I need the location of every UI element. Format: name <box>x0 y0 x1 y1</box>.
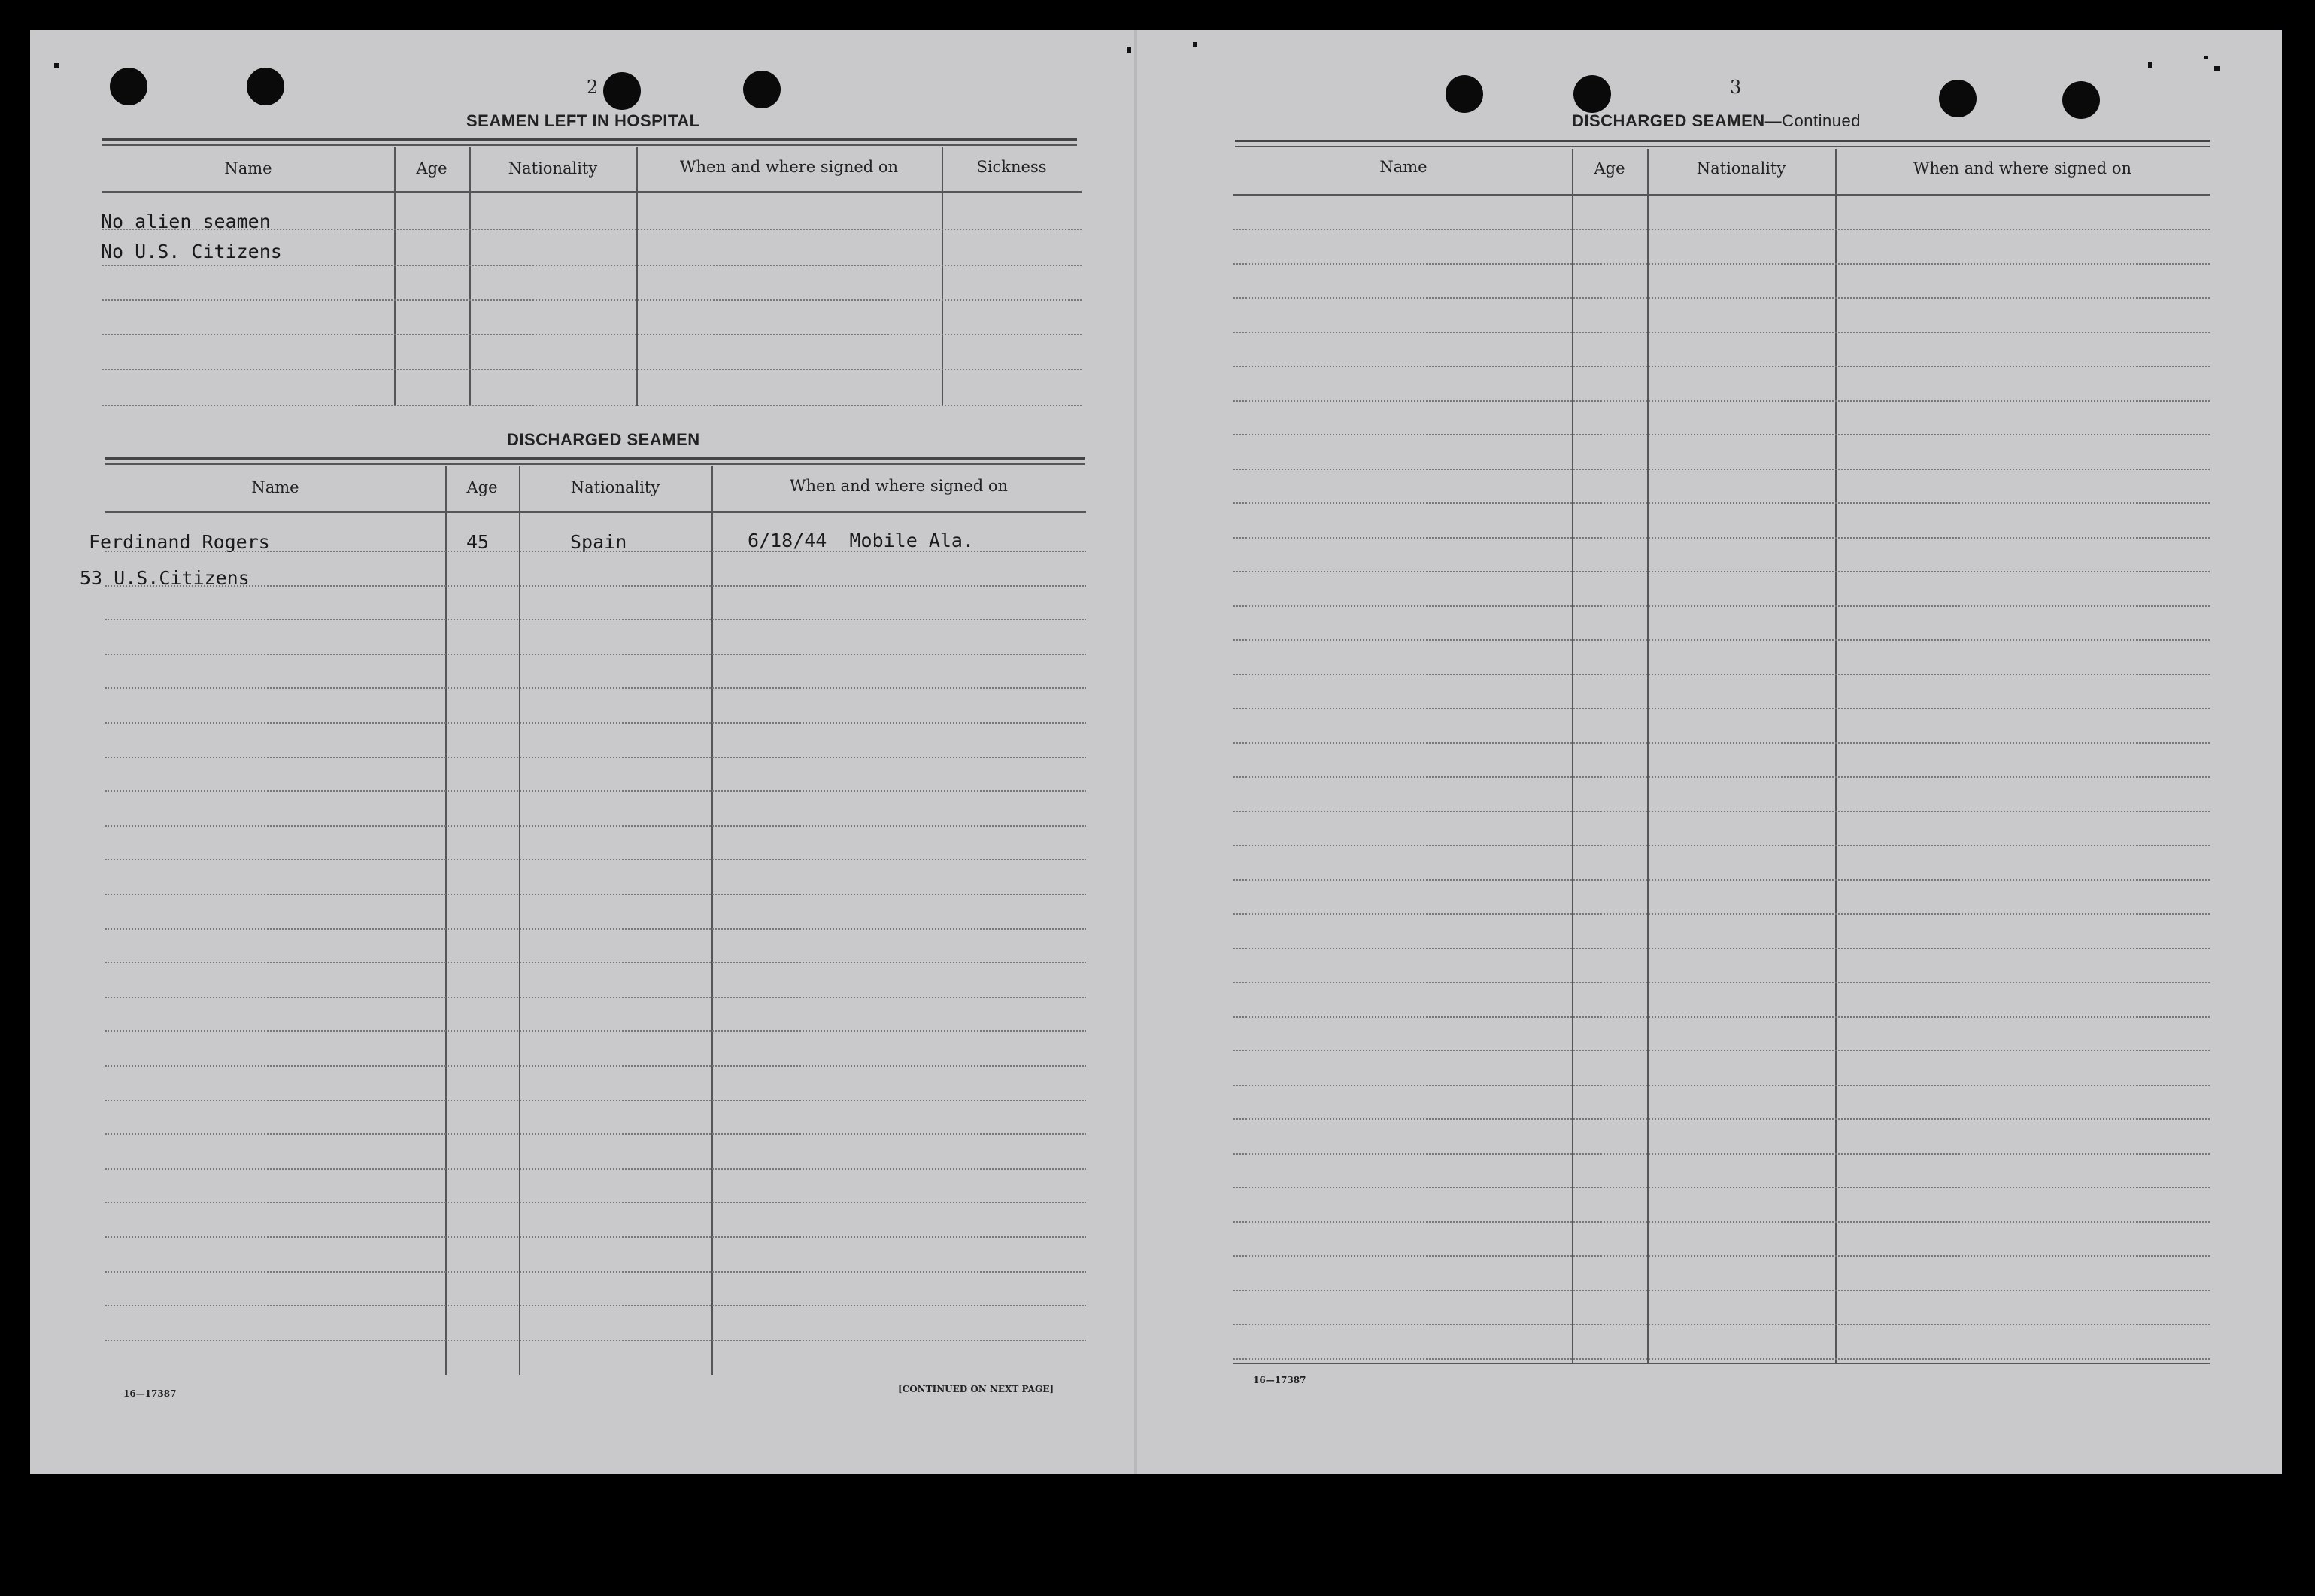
row-line <box>105 894 1086 895</box>
seaman-name: Ferdinand Rogers <box>89 531 270 553</box>
row-line <box>1233 742 2210 744</box>
header-bottom-rule <box>102 191 1082 193</box>
header-bottom-rule <box>1233 194 2210 196</box>
row-line <box>1233 948 2210 949</box>
column-header-name: Name <box>1379 158 1428 176</box>
page-number: 3 <box>1730 77 1742 98</box>
hospital-entry: No U.S. Citizens <box>101 241 282 262</box>
row-line <box>1233 913 2210 915</box>
binder-hole <box>1446 75 1483 113</box>
row-line <box>1233 605 2210 607</box>
discharged-note: 53 U.S.Citizens <box>80 567 250 589</box>
table-top-rule <box>102 138 1077 141</box>
row-line <box>105 1065 1086 1067</box>
scan-speck <box>54 63 59 68</box>
row-line <box>105 654 1086 655</box>
row-line <box>105 1168 1086 1170</box>
table-top-rule <box>1235 146 2210 147</box>
row-line <box>1233 982 2210 983</box>
row-line <box>1233 1358 2210 1360</box>
column-divider <box>469 147 471 406</box>
row-line <box>1233 263 2210 265</box>
scan-speck <box>2204 56 2208 59</box>
row-line <box>105 1271 1086 1273</box>
row-line <box>1233 708 2210 709</box>
row-line <box>1233 1290 2210 1291</box>
row-line <box>105 825 1086 827</box>
binder-hole <box>1939 80 1977 117</box>
row-line <box>105 962 1086 963</box>
form-number: 16—17387 <box>123 1388 177 1399</box>
scan-speck <box>2214 66 2220 71</box>
row-line <box>1233 434 2210 435</box>
seaman-signed-on: 6/18/44 Mobile Ala. <box>748 529 975 551</box>
seaman-age: 45 <box>466 531 490 553</box>
row-line <box>105 1340 1086 1341</box>
row-line <box>105 997 1086 998</box>
row-line <box>1233 674 2210 675</box>
column-header-age: Age <box>1594 159 1625 178</box>
title-continued: —Continued <box>1764 111 1861 130</box>
row-line <box>105 585 1086 587</box>
row-line <box>1233 1255 2210 1257</box>
row-line <box>105 1305 1086 1306</box>
table-top-rule <box>105 463 1085 465</box>
column-header-age: Age <box>416 159 448 178</box>
form-number: 16—17387 <box>1253 1375 1306 1385</box>
hospital-section-title: SEAMEN LEFT IN HOSPITAL <box>466 111 700 130</box>
row-line <box>105 687 1086 689</box>
column-header-sickness: Sickness <box>976 158 1047 176</box>
scan-speck <box>1193 42 1197 47</box>
column-header-nationality: Nationality <box>570 478 660 496</box>
row-line <box>105 1100 1086 1101</box>
row-line <box>1233 1016 2210 1018</box>
row-line <box>1233 1085 2210 1086</box>
row-line <box>1233 1221 2210 1223</box>
row-line <box>105 1236 1086 1238</box>
table-top-rule <box>105 457 1085 460</box>
row-line <box>1233 502 2210 504</box>
row-line <box>105 619 1086 620</box>
column-divider <box>942 147 943 406</box>
column-header-signed-on: When and where signed on <box>789 477 1009 495</box>
row-line <box>1233 879 2210 881</box>
column-header-name: Name <box>251 478 299 496</box>
row-line <box>1233 537 2210 539</box>
row-line <box>1233 1118 2210 1120</box>
title-main: DISCHARGED SEAMEN <box>1572 111 1765 130</box>
row-line <box>1233 297 2210 299</box>
table-bottom-rule <box>1233 1363 2210 1364</box>
row-line <box>1233 1187 2210 1188</box>
continued-note: [CONTINUED ON NEXT PAGE] <box>898 1384 1054 1394</box>
row-line <box>102 265 1082 266</box>
column-divider <box>519 466 520 1375</box>
header-bottom-rule <box>105 511 1086 513</box>
row-line <box>1233 776 2210 778</box>
row-line <box>105 1202 1086 1203</box>
row-line <box>1233 571 2210 572</box>
row-line <box>102 299 1082 301</box>
row-line <box>105 859 1086 860</box>
discharged-continued-title <box>1572 111 1861 131</box>
row-line <box>105 757 1086 758</box>
row-line <box>102 405 1082 406</box>
table-top-rule <box>102 144 1077 146</box>
scan-speck <box>2148 62 2152 68</box>
row-line <box>102 334 1082 335</box>
binder-hole <box>2062 81 2100 119</box>
column-divider <box>711 466 713 1375</box>
row-line <box>1233 469 2210 470</box>
binder-hole <box>743 71 781 108</box>
row-line <box>105 722 1086 724</box>
row-line <box>1233 639 2210 641</box>
scan-speck <box>1127 47 1131 53</box>
row-line <box>105 1030 1086 1032</box>
row-line <box>1233 1153 2210 1155</box>
row-line <box>102 369 1082 370</box>
row-line <box>1233 1324 2210 1325</box>
row-line <box>1233 845 2210 846</box>
binder-hole <box>247 68 284 105</box>
hospital-entry: No alien seamen <box>101 211 271 232</box>
page-fold <box>1134 30 1137 1474</box>
binder-hole <box>603 72 641 110</box>
binder-hole <box>110 68 147 105</box>
row-line <box>105 928 1086 930</box>
column-divider <box>445 466 447 1375</box>
column-header-name: Name <box>224 159 272 178</box>
binder-hole <box>1573 75 1611 113</box>
seaman-nationality: Spain <box>570 531 627 553</box>
row-line <box>1233 229 2210 230</box>
row-line <box>1233 811 2210 812</box>
column-divider <box>394 147 396 406</box>
row-line <box>105 1133 1086 1135</box>
row-line <box>1233 332 2210 333</box>
row-line <box>105 790 1086 792</box>
table-top-rule <box>1235 140 2210 142</box>
discharged-section-title: DISCHARGED SEAMEN <box>507 430 700 449</box>
column-header-age: Age <box>466 478 498 496</box>
column-divider <box>636 147 638 406</box>
column-header-nationality: Nationality <box>508 159 598 178</box>
column-header-nationality: Nationality <box>1696 159 1786 178</box>
row-line <box>1233 400 2210 402</box>
row-line <box>1233 366 2210 367</box>
document-sheet <box>30 30 2282 1474</box>
column-header-signed-on: When and where signed on <box>679 158 899 176</box>
page-number: 2 <box>587 77 599 98</box>
row-line <box>1233 1050 2210 1051</box>
column-header-signed-on: When and where signed on <box>1913 159 2132 178</box>
